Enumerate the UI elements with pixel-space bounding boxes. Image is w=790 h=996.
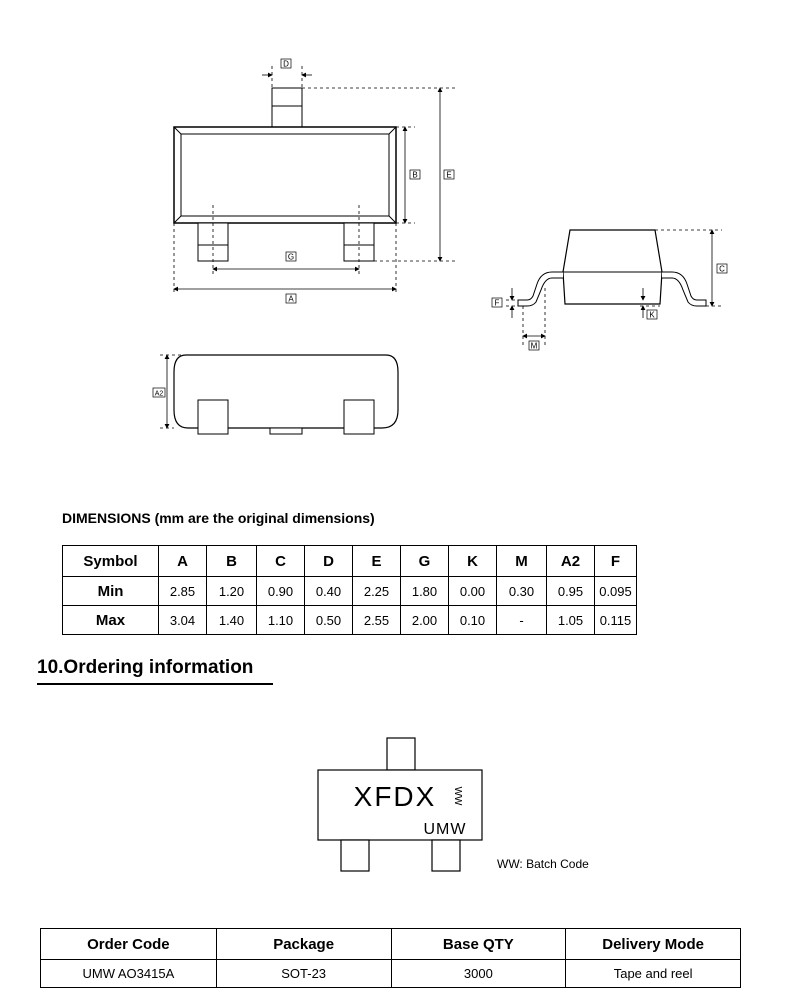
header-cell: M xyxy=(497,546,547,577)
header-cell: G xyxy=(401,546,449,577)
table-cell: SOT-23 xyxy=(216,960,391,988)
header-cell: F xyxy=(595,546,637,577)
table-cell: 0.30 xyxy=(497,577,547,606)
table-row xyxy=(63,577,637,606)
table-cell: 0.95 xyxy=(547,577,595,606)
header-cell: Order Code xyxy=(41,929,217,960)
label-e: E xyxy=(446,170,452,180)
label-g: G xyxy=(287,252,295,262)
table-cell: 0.115 xyxy=(595,606,637,635)
table-cell: 3.04 xyxy=(159,606,207,635)
table-cell: - xyxy=(497,606,547,635)
marking-code: XFDX xyxy=(353,781,437,812)
header-cell: B xyxy=(207,546,257,577)
label-m: M xyxy=(530,341,538,351)
header-cell: Package xyxy=(216,929,391,960)
dimensions-title: DIMENSIONS (mm are the original dimensions) xyxy=(62,510,375,526)
label-c: C xyxy=(719,264,725,274)
header-cell: A xyxy=(159,546,207,577)
table-row xyxy=(63,606,637,635)
table-cell: 2.00 xyxy=(401,606,449,635)
section-title: 10.Ordering information xyxy=(37,657,273,685)
table-cell: 1.40 xyxy=(207,606,257,635)
label-a2: A2 xyxy=(154,390,164,398)
table-cell: 2.25 xyxy=(353,577,401,606)
table-cell: 0.00 xyxy=(449,577,497,606)
row-label: Min xyxy=(63,577,159,606)
table-cell: 0.095 xyxy=(595,577,637,606)
header-cell: K xyxy=(449,546,497,577)
table-cell: 1.80 xyxy=(401,577,449,606)
label-f: F xyxy=(494,298,500,308)
header-cell: Delivery Mode xyxy=(566,929,741,960)
table-cell: 2.85 xyxy=(159,577,207,606)
label-b: B xyxy=(412,170,418,180)
marking-brand: UMW xyxy=(423,821,467,838)
table-cell: 1.10 xyxy=(257,606,305,635)
label-k: K xyxy=(649,310,655,320)
header-cell: C xyxy=(257,546,305,577)
table-row xyxy=(41,960,741,988)
header-cell: A2 xyxy=(547,546,595,577)
header-cell: D xyxy=(305,546,353,577)
table-cell: 0.50 xyxy=(305,606,353,635)
header-cell: Base QTY xyxy=(391,929,566,960)
ordering-table xyxy=(40,928,741,988)
table-cell: 3000 xyxy=(391,960,566,988)
header-cell: E xyxy=(353,546,401,577)
table-cell: 0.90 xyxy=(257,577,305,606)
label-d: D xyxy=(283,59,289,69)
table-cell: 0.40 xyxy=(305,577,353,606)
table-cell: Tape and reel xyxy=(566,960,741,988)
row-label: Max xyxy=(63,606,159,635)
table-cell: 2.55 xyxy=(353,606,401,635)
table-cell: 1.20 xyxy=(207,577,257,606)
dimensions-table xyxy=(62,545,637,635)
label-a: A xyxy=(288,294,294,304)
ordering-header-row xyxy=(41,929,741,960)
dimensions-header-row xyxy=(63,546,637,577)
table-cell: 1.05 xyxy=(547,606,595,635)
top-view-drawing xyxy=(0,0,470,310)
front-view-drawing xyxy=(140,345,410,445)
marking-drawing xyxy=(310,735,490,875)
side-view-drawing xyxy=(480,220,730,360)
table-cell: 0.10 xyxy=(449,606,497,635)
header-cell: Symbol xyxy=(63,546,159,577)
batch-code-note: WW: Batch Code xyxy=(497,857,589,871)
table-cell: UMW AO3415A xyxy=(41,960,217,988)
marking-ww: WW xyxy=(452,786,463,806)
